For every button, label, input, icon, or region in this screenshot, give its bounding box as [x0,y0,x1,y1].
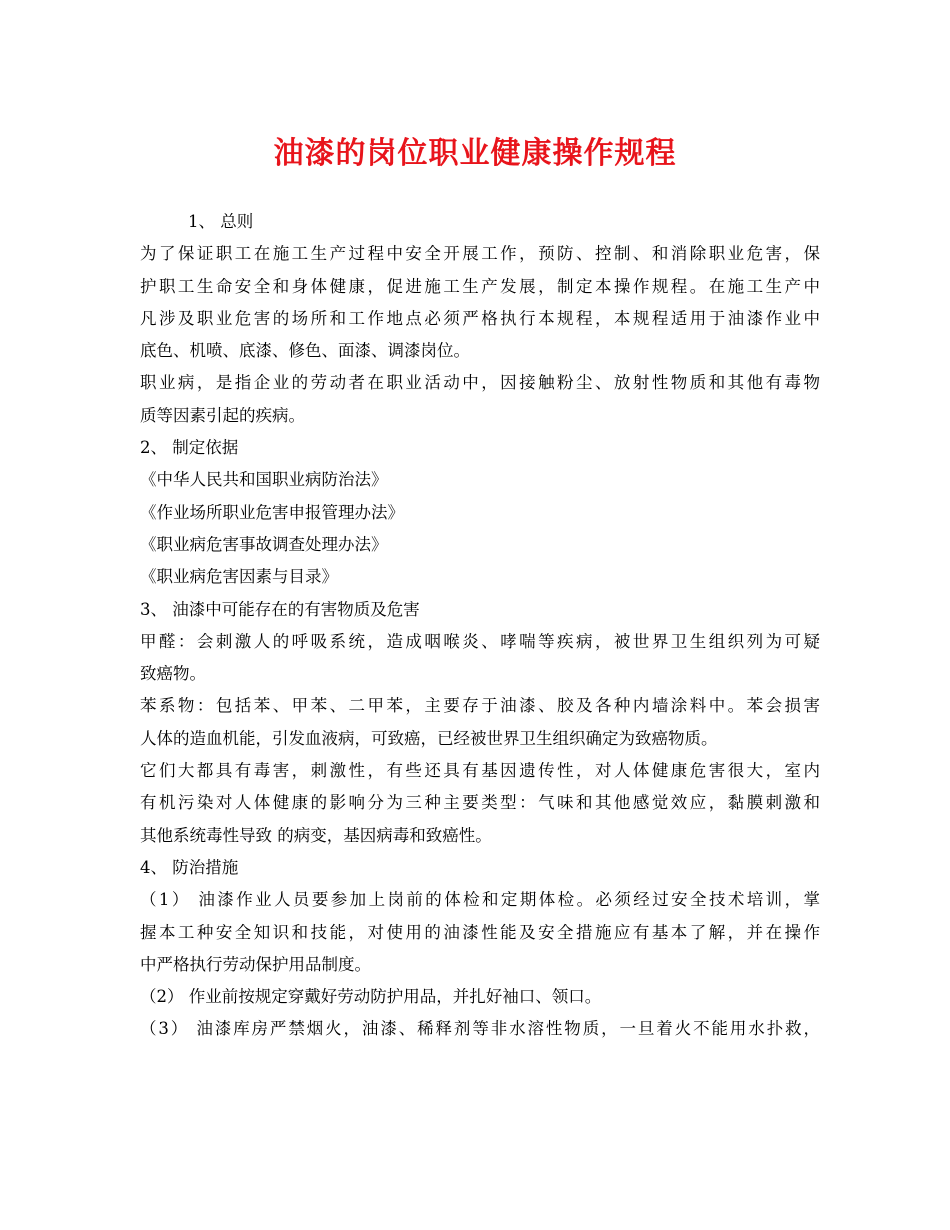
document-title: 油漆的岗位职业健康操作规程 [273,136,677,171]
reference-item: 《职业病危害事故调查处理办法》 [140,534,388,554]
section-heading-measures: 4、 防治措施 [140,857,239,877]
measure-item: （3） 油漆库房严禁烟火，油漆、稀释剂等非水溶性物质，一旦着火不能用水扑救， [140,1019,820,1039]
paragraph-line: 为了保证职工在施工生产过程中安全开展工作，预防、控制、和消除职业危害，保 [140,244,820,264]
paragraph-line: 有机污染对人体健康的影响分为三种主要类型：气味和其他感觉效应，黏膜刺激和 [140,793,820,813]
reference-item: 《职业病危害因素与目录》 [140,567,338,587]
paragraph-line: 凡涉及职业危害的场所和工作地点必须严格执行本规程，本规程适用于油漆作业中 [140,308,820,328]
document-body [140,206,820,1046]
paragraph-line: 底色、机喷、底漆、修色、面漆、调漆岗位。 [140,341,470,361]
paragraph-line: 握本工种安全知识和技能，对使用的油漆性能及安全措施应有基本了解，并在操作 [140,922,820,942]
paragraph-line: 它们大都具有毒害，刺激性，有些还具有基因遗传性，对人体健康危害很大，室内 [140,761,820,781]
paragraph-line: 其他系统毒性导致 的病变，基因病毒和致癌性。 [140,825,492,845]
paragraph-line: 护职工生命安全和身体健康，促进施工生产发展，制定本操作规程。在施工生产中 [140,276,820,296]
reference-item: 《作业场所职业危害申报管理办法》 [140,502,404,522]
paragraph-line: 致癌物。 [140,664,206,684]
paragraph-line: 职业病，是指企业的劳动者在职业活动中，因接触粉尘、放射性物质和其他有毒物 [140,373,820,393]
reference-item: 《中华人民共和国职业病防治法》 [140,470,388,490]
section-heading-hazards: 3、 油漆中可能存在的有害物质及危害 [140,599,420,619]
paragraph-line: 中严格执行劳动保护用品制度。 [140,954,371,974]
paragraph-line: 甲醛：会刺激人的呼吸系统，造成咽喉炎、哮喘等疾病，被世界卫生组织列为可疑 [140,631,820,651]
measure-item: （2） 作业前按规定穿戴好劳动防护用品，并扎好袖口、领口。 [140,987,602,1007]
paragraph-line: 质等因素引起的疾病。 [140,405,305,425]
section-heading-general: 1、 总则 [188,212,254,231]
paragraph-line: 苯系物：包括苯、甲苯、二甲苯，主要存于油漆、胶及各种内墙涂料中。苯会损害 [140,696,820,716]
section-heading-basis: 2、 制定依据 [140,438,239,458]
paragraph-line: 人体的造血机能，引发血液病，可致癌，已经被世界卫生组织确定为致癌物质。 [140,728,718,748]
measure-item: （1） 油漆作业人员要参加上岗前的体检和定期体检。必须经过安全技术培训，掌 [140,890,820,910]
